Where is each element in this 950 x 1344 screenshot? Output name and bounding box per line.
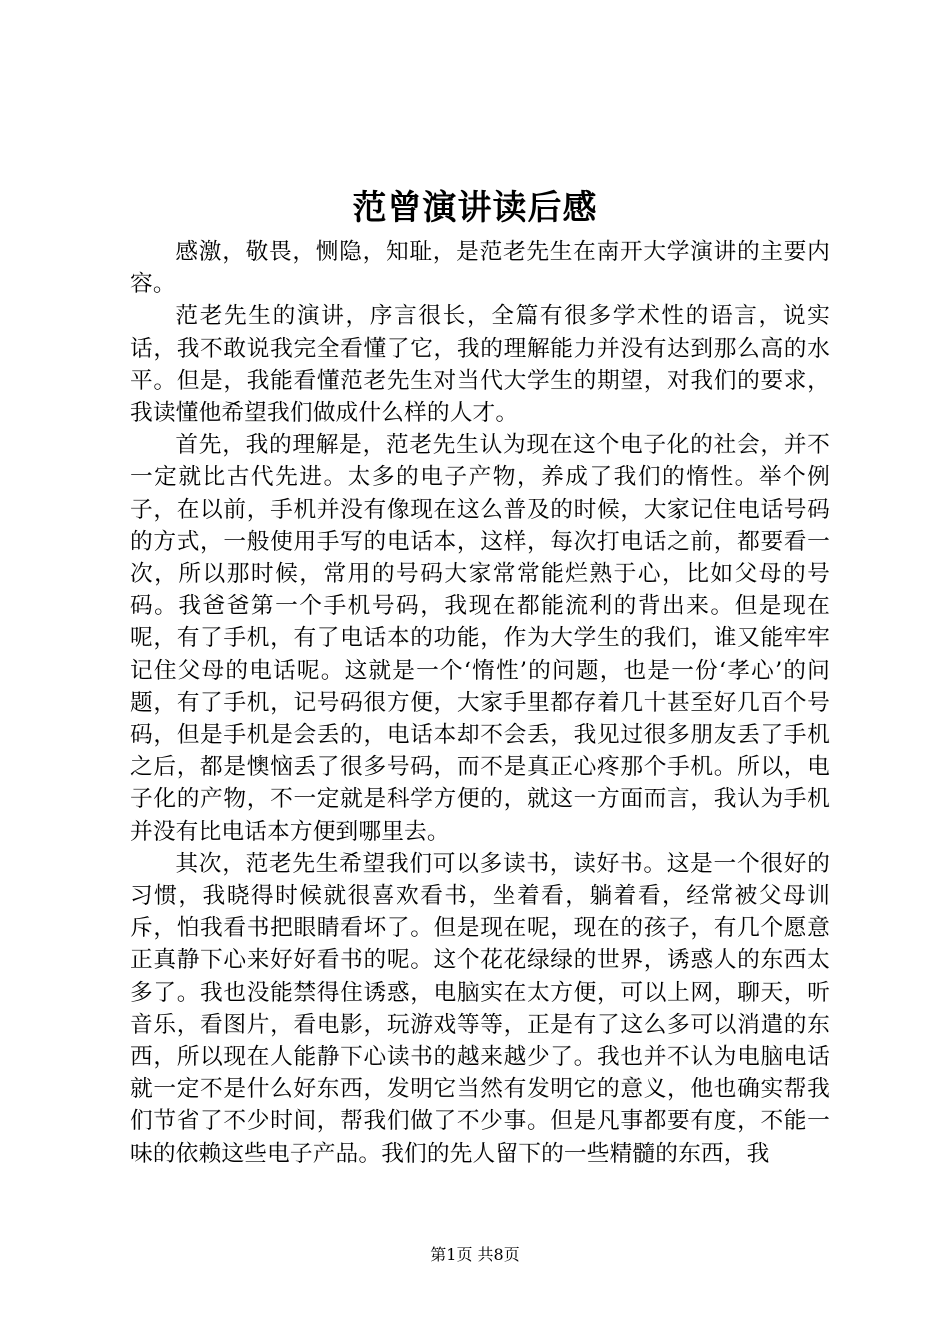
document-title: 范曾演讲读后感 — [352, 188, 598, 228]
paragraph-2: 范老先生的演讲，序言很长，全篇有很多学术性的语言，说实话，我不敢说我完全看懂了它，我的理解能力并没有达到那么高的水平。但是，我能看懂范老先生对当代大学生的期望，对我们的要求，我读懂他希望我们做成什么样的人才。 — [130, 303, 830, 427]
paragraph-4: 其次，范老先生希望我们可以多读书，读好书。这是一个很好的习惯，我晓得时候就很喜欢看书，坐着看，躺着看，经常被父母训斥，怕我看书把眼睛看坏了。但是现在呢，现在的孩子，有几个愿意正真静下心来好好看书的呢。这个花花绿绿的世界，诱惑人的东西太多了。我也没能禁得住诱惑，电脑实在太方便，可以上网，聊天，听音乐，看图片，看电影，玩游戏等等，正是有了这么多可以消遣的东西，所以现在人能静下心读书的越来越少了。我也并不认为电脑电话就一定不是什么好东西，发明它当然有发明它的意义，他也确实帮我们节省了不少时间，帮我们做了不少事。但是凡事都要有度，不能一味的依赖这些电子产品。我们的先人留下的一些精髓的东西，我 — [130, 850, 830, 1167]
paragraph-3: 首先，我的理解是，范老先生认为现在这个电子化的社会，并不一定就比古代先进。太多的电子产物，养成了我们的惰性。举个例子，在以前，手机并没有像现在这么普及的时候，大家记住电话号码的方式，一般使用手写的电话本，这样，每次打电话之前，都要看一次，所以那时候，常用的号码大家常常能烂熟于心，比如父母的号码。我爸爸第一个手机号码，我现在都能流利的背出来。但是现在呢，有了手机，有了电话本的功能，作为大学生的我们，谁又能牢牢记住父母的电话呢。这就是一个‘惰性’的问题，也是一份‘孝心’的问题，有了手机，记号码很方便，大家手里都存着几十甚至好几百个号码，但是手机是会丢的，电话本却不会丢，我见过很多朋友丢了手机之后，都是懊恼丢了很多号码，而不是真正心疼那个手机。所以，电子化的产物，不一定就是科学方便的，就这一方面而言，我认为手机并没有比电话本方便到哪里去。 — [130, 432, 830, 845]
paragraph-1: 感激，敬畏，恻隐，知耻，是范老先生在南开大学演讲的主要内容。 — [130, 239, 830, 298]
page-footer: 第1页 共8页 — [430, 1245, 520, 1264]
document-body — [130, 236, 830, 1170]
